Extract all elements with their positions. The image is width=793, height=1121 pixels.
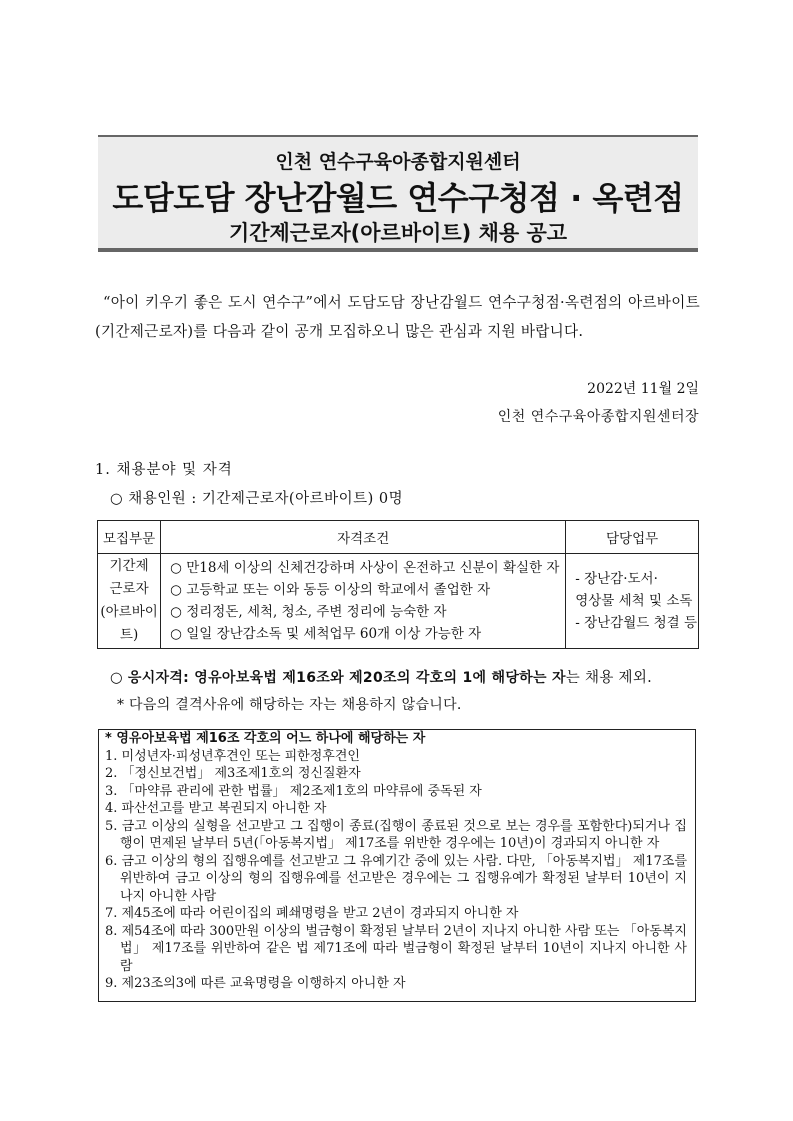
list-item: 6. 금고 이상의 형의 집행유예를 선고받고 그 유예기간 중에 있는 사람. 다만, 「아동복지법」 제17조를 위반하여 금고 이상의 형의 집행유예를 선고받은 경우에는 그 집행유예가 확정된 날부터 10년이 지나지 아니한 사람 xyxy=(105,853,687,904)
list-item: 1. 미성년자·피성년후견인 또는 피한정후견인 xyxy=(105,748,360,764)
header-conditions: 자격조건 xyxy=(161,521,566,554)
duty-item: 영상물 세척 및 소독 xyxy=(575,593,693,609)
condition-item: ○ 만18세 이상의 신체건강하며 사상이 온전하고 신분이 확실한 자 xyxy=(170,560,560,576)
box-title: * 영유아보육법 제16조 각호의 어느 하나에 해당하는 자 xyxy=(105,731,426,746)
title-banner xyxy=(98,135,698,252)
recruitment-table xyxy=(97,520,699,649)
page-subtitle: 기간제근로자(아르바이트) 채용 공고 xyxy=(228,221,568,245)
duty-item: - 장난감월드 청결 등 xyxy=(575,615,697,631)
qualification-line xyxy=(110,666,652,687)
list-item: 7. 제45조에 따라 어린이집의 폐쇄명령을 받고 2년이 경과되지 아니한 자 xyxy=(105,906,519,921)
condition-item: ○ 일일 장난감소독 및 세척업무 60개 이상 가능한 자 xyxy=(170,626,482,642)
category-line: 기간제 xyxy=(109,558,149,574)
condition-item: ○ 고등학교 또는 이와 동등 이상의 학교에서 졸업한 자 xyxy=(170,582,491,598)
notice-date: 2022년 11월 2일 xyxy=(587,381,699,397)
table-row xyxy=(98,554,699,649)
qualification-suffix: 는 채용 제외. xyxy=(565,670,653,686)
qualification-bold: 응시자격: 영유아보육법 제16조와 제20조의 각호의 1에 해당하는 자 xyxy=(127,670,566,686)
duties-cell xyxy=(566,554,699,649)
list-item: 5. 금고 이상의 실형을 선고받고 그 집행이 종료(집행이 종료된 것으로 보는 경우를 포함한다)되거나 집행이 면제된 날부터 5년(「아동복지법」 제17조를 위반한 경우에는 10년)이 경과되지 아니한 자 xyxy=(105,818,687,851)
category-cell xyxy=(98,554,161,649)
category-line: 근로자 xyxy=(109,581,149,597)
issuer-name: 인천 연수구육아종합지원센터장 xyxy=(497,409,699,425)
qualification-bullet: ○ xyxy=(110,670,128,686)
conditions-cell xyxy=(161,554,566,649)
page-title: 도담도담 장난감월드 연수구청점 · 옥련점 xyxy=(112,179,684,217)
headcount-line: ○ 채용인원 : 기간제근로자(아르바이트) 0명 xyxy=(110,491,404,507)
list-item: 2. 「정신보건법」 제3조제1호의 정신질환자 xyxy=(105,766,361,781)
duty-item: - 장난감·도서· xyxy=(575,571,658,587)
intro-paragraph: “아이 키우기 좋은 도시 연수구”에서 도담도담 장난감월드 연수구청점·옥련점의 아르바이트(기간제근로자)를 다음과 같이 공개 모집하오니 많은 관심과 지원 바랍니다. xyxy=(95,294,700,340)
list-item: 8. 제54조에 따라 300만원 이상의 벌금형이 확정된 날부터 2년이 지나지 아니한 사람 또는 「아동복지법」 제17조를 위반하여 같은 법 제71조에 따라 벌금형이 확정된 날부터 10년이 지나지 아니한 사람 xyxy=(105,923,687,974)
list-item: 4. 파산선고를 받고 복권되지 아니한 자 xyxy=(105,801,327,816)
org-name: 인천 연수구육아종합지원센터 xyxy=(275,151,521,173)
header-category: 모집부문 xyxy=(98,521,161,554)
list-item: 3. 「마약류 관리에 관한 법률」 제2조제1호의 마약류에 중독된 자 xyxy=(105,783,482,799)
table-header-row xyxy=(98,521,699,554)
condition-item: ○ 정리정돈, 세척, 청소, 주변 정리에 능숙한 자 xyxy=(170,604,447,620)
disqualification-note: * 다음의 결격사유에 해당하는 자는 채용하지 않습니다. xyxy=(117,697,462,713)
disqualification-box xyxy=(98,729,696,1002)
list-item: 9. 제23조의3에 따른 교육명령을 이행하지 아니한 자 xyxy=(105,976,406,991)
header-duties: 담당업무 xyxy=(566,521,699,554)
category-line: (아르바이트) xyxy=(100,604,158,643)
section-title: 1. 채용분야 및 자격 xyxy=(95,462,233,478)
